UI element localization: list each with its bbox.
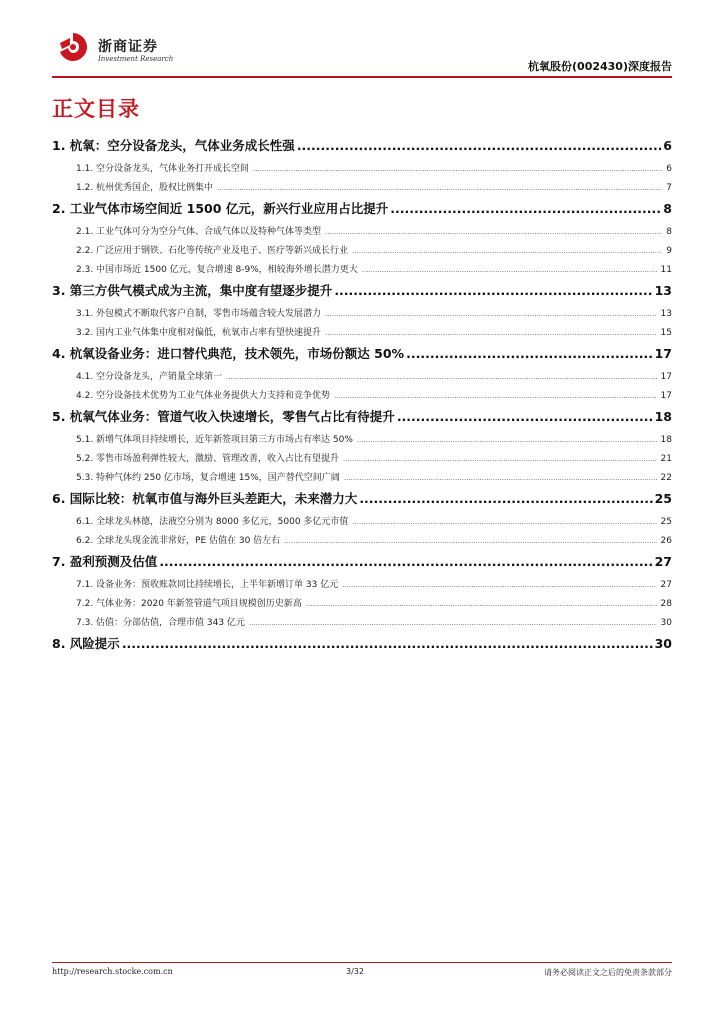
toc-entry-page: 9 [666, 246, 672, 256]
toc-entry-title: 3.2. 国内工业气体集中度相对偏低，杭氧市占率有望快速提升 [76, 328, 322, 338]
toc-subsection-entry[interactable] [52, 325, 672, 339]
toc-entry-page: 13 [660, 309, 672, 319]
toc-entry-page: 30 [654, 636, 672, 651]
toc-subsection-entry[interactable] [52, 596, 672, 610]
toc-dot-leader [334, 283, 652, 298]
toc-section-entry[interactable] [52, 344, 672, 364]
toc-dot-leader [284, 537, 656, 545]
toc-dot-leader [343, 455, 657, 463]
toc-entry-title: 8. 风险提示 [52, 636, 120, 651]
toc-subsection-entry[interactable] [52, 243, 672, 257]
toc-dot-leader [159, 554, 652, 569]
footer-url[interactable]: http://research.stocke.com.cn [52, 967, 173, 976]
toc-dot-leader [352, 247, 662, 255]
toc-entry-page: 11 [660, 265, 672, 275]
toc-entry-page: 17 [660, 372, 672, 382]
toc-section-entry[interactable] [52, 281, 672, 301]
toc-subsection-entry[interactable] [52, 180, 672, 194]
toc-subsection-entry[interactable] [52, 533, 672, 547]
toc-entry-title: 3.1. 外包模式不断取代客户自制，零售市场蕴含较大发展潜力 [76, 309, 322, 319]
toc-entry-title: 1. 杭氧：空分设备龙头，气体业务成长性强 [52, 138, 295, 153]
toc-dot-leader [325, 228, 662, 236]
toc-entry-page: 15 [660, 328, 672, 338]
toc-entry-page: 28 [660, 599, 672, 609]
toc-entry-page: 21 [660, 454, 672, 464]
header-divider [52, 76, 672, 78]
toc-subsection-entry[interactable] [52, 514, 672, 528]
toc-entry-page: 8 [666, 227, 672, 237]
toc-entry-title: 2.2. 广泛应用于钢铁、石化等传统产业及电子、医疗等新兴成长行业 [76, 246, 349, 256]
toc-entry-title: 2.1. 工业气体可分为空分气体、合成气体以及特种气体等类型 [76, 227, 322, 237]
toc-subsection-entry[interactable] [52, 161, 672, 175]
toc-dot-leader [359, 491, 652, 506]
zheshang-logo-icon [58, 32, 88, 62]
toc-entry-page: 22 [660, 473, 672, 483]
toc-dot-leader [352, 518, 656, 526]
toc-entry-page: 8 [663, 201, 672, 216]
toc-entry-page: 7 [666, 183, 672, 193]
toc-title: 正文目录 [52, 97, 140, 121]
toc-subsection-entry[interactable] [52, 224, 672, 238]
toc-entry-title: 1.1. 空分设备龙头，气体业务打开成长空间 [76, 164, 250, 174]
toc-entry-title: 1.2. 杭州优秀国企，股权比例集中 [76, 183, 214, 193]
toc-entry-page: 27 [654, 554, 672, 569]
toc-dot-leader [325, 310, 657, 318]
toc-entry-title: 7. 盈利预测及估值 [52, 554, 158, 569]
toc-dot-leader [217, 184, 662, 192]
toc-dot-leader [297, 138, 661, 153]
table-of-contents [52, 134, 672, 656]
toc-section-entry[interactable] [52, 552, 672, 572]
logo-text-en: Investment Research [98, 55, 174, 63]
toc-dot-leader [325, 329, 657, 337]
toc-section-entry[interactable] [52, 634, 672, 654]
report-title: 杭氧股份(002430)深度报告 [528, 60, 672, 73]
footer-divider [52, 962, 672, 963]
toc-dot-leader [226, 373, 657, 381]
toc-entry-title: 6.2. 全球龙头现金流非常好，PE 估值在 30 倍左右 [76, 536, 281, 546]
footer-page-number: 3/32 [346, 967, 364, 976]
toc-section-entry[interactable] [52, 407, 672, 427]
toc-subsection-entry[interactable] [52, 306, 672, 320]
toc-entry-page: 30 [660, 618, 672, 628]
toc-entry-title: 7.2. 气体业务：2020 年新签管道气项目规模创历史新高 [76, 599, 302, 609]
toc-entry-page: 17 [654, 346, 672, 361]
toc-dot-leader [390, 201, 661, 216]
toc-subsection-entry[interactable] [52, 470, 672, 484]
toc-dot-leader [334, 392, 657, 400]
toc-entry-title: 3. 第三方供气模式成为主流，集中度有望逐步提升 [52, 283, 333, 298]
toc-entry-page: 25 [660, 517, 672, 527]
toc-subsection-entry[interactable] [52, 262, 672, 276]
toc-entry-title: 4.2. 空分设备技术优势为工业气体业务提供大力支持和竞争优势 [76, 391, 331, 401]
toc-entry-title: 7.1. 设备业务：预收账款同比持续增长，上半年新增订单 33 亿元 [76, 580, 339, 590]
page-header [52, 30, 672, 74]
toc-entry-title: 5.3. 特种气体约 250 亿市场，复合增速 15%，国产替代空间广阔 [76, 473, 340, 483]
toc-entry-page: 13 [654, 283, 672, 298]
toc-entry-title: 6. 国际比较：杭氧市值与海外巨头差距大，未来潜力大 [52, 491, 358, 506]
toc-entry-page: 6 [663, 138, 672, 153]
toc-entry-title: 5.1. 新增气体项目持续增长，近年新签项目第三方市场占有率达 50% [76, 435, 353, 445]
toc-subsection-entry[interactable] [52, 577, 672, 591]
toc-entry-page: 6 [666, 164, 672, 174]
toc-dot-leader [357, 436, 657, 444]
footer-disclaimer: 请务必阅读正文之后的免责条款部分 [544, 968, 672, 977]
toc-entry-page: 18 [654, 409, 672, 424]
toc-entry-title: 7.3. 估值：分部估值，合理市值 343 亿元 [76, 618, 245, 628]
toc-dot-leader [342, 581, 656, 589]
toc-subsection-entry[interactable] [52, 369, 672, 383]
toc-dot-leader [306, 600, 657, 608]
toc-entry-title: 5. 杭氧气体业务：管道气收入快速增长，零售气占比有待提升 [52, 409, 395, 424]
toc-entry-title: 2. 工业气体市场空间近 1500 亿元，新兴行业应用占比提升 [52, 201, 389, 216]
toc-section-entry[interactable] [52, 199, 672, 219]
toc-entry-page: 27 [660, 580, 672, 590]
toc-dot-leader [253, 165, 662, 173]
toc-dot-leader [397, 409, 653, 424]
toc-dot-leader [344, 474, 657, 482]
toc-dot-leader [362, 266, 657, 274]
toc-entry-title: 2.3. 中国市场近 1500 亿元，复合增速 8-9%，相较海外增长潜力更大 [76, 265, 358, 275]
toc-dot-leader [122, 636, 653, 651]
toc-subsection-entry[interactable] [52, 432, 672, 446]
toc-section-entry[interactable] [52, 489, 672, 509]
toc-entry-page: 17 [660, 391, 672, 401]
toc-subsection-entry[interactable] [52, 451, 672, 465]
toc-subsection-entry[interactable] [52, 388, 672, 402]
toc-entry-title: 5.2. 零售市场盈利弹性较大，激励、管理改善，收入占比有望提升 [76, 454, 340, 464]
toc-entry-page: 25 [654, 491, 672, 506]
toc-dot-leader [249, 619, 657, 627]
logo-text-cn: 浙商证券 [98, 39, 158, 55]
toc-section-entry[interactable] [52, 136, 672, 156]
toc-entry-page: 18 [660, 435, 672, 445]
toc-entry-title: 4.1. 空分设备龙头，产销量全球第一 [76, 372, 223, 382]
toc-entry-title: 6.1. 全球龙头林德，法液空分别为 8000 多亿元，5000 多亿元市值 [76, 517, 349, 527]
toc-entry-page: 26 [660, 536, 672, 546]
toc-entry-title: 4. 杭氧设备业务：进口替代典范，技术领先，市场份额达 50% [52, 346, 405, 361]
toc-subsection-entry[interactable] [52, 615, 672, 629]
toc-dot-leader [406, 346, 653, 361]
